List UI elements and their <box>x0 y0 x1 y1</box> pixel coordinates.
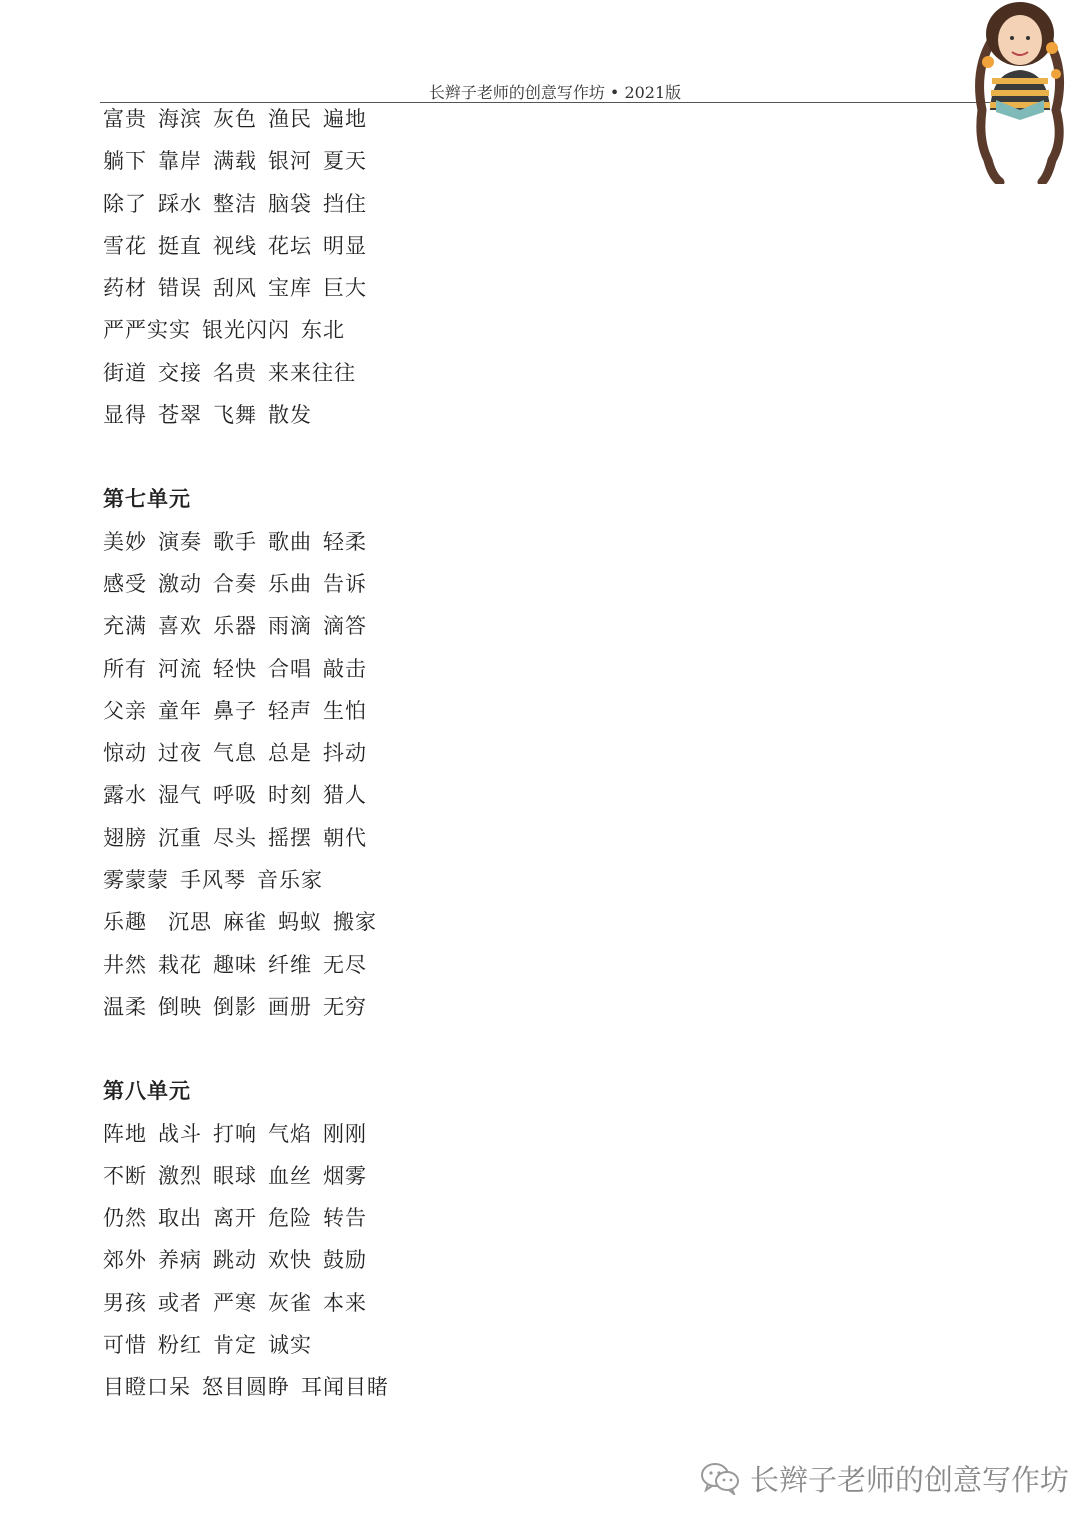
word: 激动 <box>158 571 202 596</box>
word: 轻声 <box>268 698 312 723</box>
word: 轻快 <box>213 656 257 681</box>
word: 生怕 <box>323 698 367 723</box>
word: 可惜 <box>103 1333 147 1358</box>
word: 刚刚 <box>323 1121 367 1146</box>
header-title: 长辫子老师的创意写作坊 • 2021版 <box>428 83 682 102</box>
word: 明显 <box>323 233 367 258</box>
word-row <box>103 774 803 816</box>
word: 富贵 <box>103 107 147 131</box>
word: 或者 <box>158 1290 202 1315</box>
word-row <box>103 563 803 605</box>
word: 欢快 <box>268 1248 312 1273</box>
word: 童年 <box>158 698 202 723</box>
word: 蚂蚁 <box>278 910 322 935</box>
word-row <box>103 986 803 1028</box>
word: 激烈 <box>158 1163 202 1188</box>
word: 气息 <box>213 741 257 766</box>
wechat-icon <box>700 1461 740 1495</box>
word: 鼓励 <box>323 1248 367 1273</box>
word: 呼吸 <box>213 783 257 808</box>
word: 目瞪口呆 <box>103 1375 191 1400</box>
girl-with-braids-icon <box>952 0 1080 184</box>
word-row <box>103 352 803 394</box>
word: 井然 <box>103 952 147 977</box>
word-row <box>103 1239 803 1281</box>
section-heading: 第七单元 <box>103 486 191 512</box>
word: 时刻 <box>268 783 312 808</box>
word: 摇摆 <box>268 825 312 850</box>
word-row <box>103 859 803 901</box>
word-row <box>103 1324 803 1366</box>
word: 滴答 <box>323 614 367 639</box>
word: 不断 <box>103 1163 147 1188</box>
section-heading: 第八单元 <box>103 1078 191 1104</box>
word-row <box>103 690 803 732</box>
word: 趣味 <box>213 952 257 977</box>
word: 阵地 <box>103 1121 147 1146</box>
word: 脑袋 <box>268 191 312 216</box>
word: 苍翠 <box>158 403 202 428</box>
word-row <box>103 309 803 351</box>
word-row <box>103 1197 803 1239</box>
word: 街道 <box>103 360 147 385</box>
word: 湿气 <box>158 783 202 808</box>
word: 整洁 <box>213 191 257 216</box>
word: 养病 <box>158 1248 202 1273</box>
section-spacer <box>103 1028 803 1070</box>
word-row <box>103 98 803 140</box>
word: 鼻子 <box>213 698 257 723</box>
word: 银河 <box>268 149 312 174</box>
word-row <box>103 648 803 690</box>
word: 沉重 <box>158 825 202 850</box>
word: 跳动 <box>213 1248 257 1273</box>
word: 打响 <box>213 1121 257 1146</box>
word: 来来往往 <box>268 360 356 385</box>
word: 药材 <box>103 276 147 301</box>
word-row <box>103 605 803 647</box>
word-row <box>103 225 803 267</box>
watermark <box>700 1456 1069 1500</box>
watermark-text: 长辫子老师的创意写作坊 <box>750 1462 1070 1497</box>
word: 搬家 <box>333 910 377 935</box>
word: 露水 <box>103 783 147 808</box>
word-row <box>103 944 803 986</box>
word: 翅膀 <box>103 825 147 850</box>
word: 东北 <box>301 318 345 343</box>
word: 手风琴 <box>180 868 246 893</box>
word-row <box>103 183 803 225</box>
word: 血丝 <box>268 1163 312 1188</box>
word: 乐趣 <box>103 910 147 935</box>
word: 躺下 <box>103 149 147 174</box>
word: 仍然 <box>103 1206 147 1231</box>
word-row <box>103 732 803 774</box>
word: 河流 <box>158 656 202 681</box>
word: 充满 <box>103 614 147 639</box>
word: 雪花 <box>103 233 147 258</box>
word: 朝代 <box>323 825 367 850</box>
word: 交接 <box>158 360 202 385</box>
word: 美妙 <box>103 529 147 554</box>
word: 雨滴 <box>268 614 312 639</box>
word: 严寒 <box>213 1290 257 1315</box>
word-row <box>103 140 803 182</box>
word: 合奏 <box>213 571 257 596</box>
word: 名贵 <box>213 360 257 385</box>
word: 耳闻目睹 <box>301 1375 389 1400</box>
word: 猎人 <box>323 783 367 808</box>
section-unit-6-continued <box>103 98 803 436</box>
word: 麻雀 <box>223 910 267 935</box>
word: 倒映 <box>158 994 202 1019</box>
word: 银光闪闪 <box>202 318 290 343</box>
word: 宝库 <box>268 276 312 301</box>
word: 海滨 <box>158 107 202 131</box>
word: 错误 <box>158 276 202 301</box>
word: 散发 <box>268 403 312 428</box>
word: 挡住 <box>323 191 367 216</box>
word: 取出 <box>158 1206 202 1231</box>
word: 沉思 <box>168 910 212 935</box>
word: 怒目圆睁 <box>202 1375 290 1400</box>
word: 所有 <box>103 656 147 681</box>
section-unit-8 <box>103 1070 803 1408</box>
word: 巨大 <box>323 276 367 301</box>
word-row <box>103 817 803 859</box>
word: 视线 <box>213 233 257 258</box>
word: 感受 <box>103 571 147 596</box>
word-row <box>103 394 803 436</box>
word: 喜欢 <box>158 614 202 639</box>
word: 花坛 <box>268 233 312 258</box>
word: 气焰 <box>268 1121 312 1146</box>
word: 父亲 <box>103 698 147 723</box>
word: 雾蒙蒙 <box>103 868 169 893</box>
word: 烟雾 <box>323 1163 367 1188</box>
word: 栽花 <box>158 952 202 977</box>
word: 敲击 <box>323 656 367 681</box>
word: 告诉 <box>323 571 367 596</box>
word: 歌曲 <box>268 529 312 554</box>
word: 转告 <box>323 1206 367 1231</box>
word: 眼球 <box>213 1163 257 1188</box>
word: 诚实 <box>268 1333 312 1358</box>
word: 乐曲 <box>268 571 312 596</box>
word: 除了 <box>103 191 147 216</box>
word-row <box>103 1282 803 1324</box>
word: 危险 <box>268 1206 312 1231</box>
word: 显得 <box>103 403 147 428</box>
word: 抖动 <box>323 741 367 766</box>
word: 灰色 <box>213 107 257 131</box>
word-row <box>103 1113 803 1155</box>
word: 过夜 <box>158 741 202 766</box>
word: 无穷 <box>323 994 367 1019</box>
word: 挺直 <box>158 233 202 258</box>
word: 尽头 <box>213 825 257 850</box>
word: 纤维 <box>268 952 312 977</box>
word: 满载 <box>213 149 257 174</box>
word: 飞舞 <box>213 403 257 428</box>
word-row <box>103 267 803 309</box>
word: 战斗 <box>158 1121 202 1146</box>
word: 音乐家 <box>257 868 323 893</box>
word-row <box>103 1155 803 1197</box>
word: 严严实实 <box>103 318 191 343</box>
word: 肯定 <box>213 1333 257 1358</box>
word: 夏天 <box>323 149 367 174</box>
word: 总是 <box>268 741 312 766</box>
word: 郊外 <box>103 1248 147 1273</box>
word: 灰雀 <box>268 1290 312 1315</box>
word: 男孩 <box>103 1290 147 1315</box>
section-unit-7 <box>103 478 803 1028</box>
word-row <box>103 521 803 563</box>
word: 无尽 <box>323 952 367 977</box>
word: 乐器 <box>213 614 257 639</box>
word: 歌手 <box>213 529 257 554</box>
section-spacer <box>103 436 803 478</box>
word: 靠岸 <box>158 149 202 174</box>
word-row <box>103 1366 803 1408</box>
word: 轻柔 <box>323 529 367 554</box>
word: 画册 <box>268 994 312 1019</box>
word: 刮风 <box>213 276 257 301</box>
word: 渔民 <box>268 107 312 131</box>
word: 本来 <box>323 1290 367 1315</box>
word: 粉红 <box>158 1333 202 1358</box>
word: 温柔 <box>103 994 147 1019</box>
word: 演奏 <box>158 529 202 554</box>
word: 踩水 <box>158 191 202 216</box>
word: 遍地 <box>323 107 367 131</box>
word: 惊动 <box>103 741 147 766</box>
word: 合唱 <box>268 656 312 681</box>
word: 离开 <box>213 1206 257 1231</box>
word-row <box>103 901 803 943</box>
word-list <box>103 98 803 1409</box>
word: 倒影 <box>213 994 257 1019</box>
